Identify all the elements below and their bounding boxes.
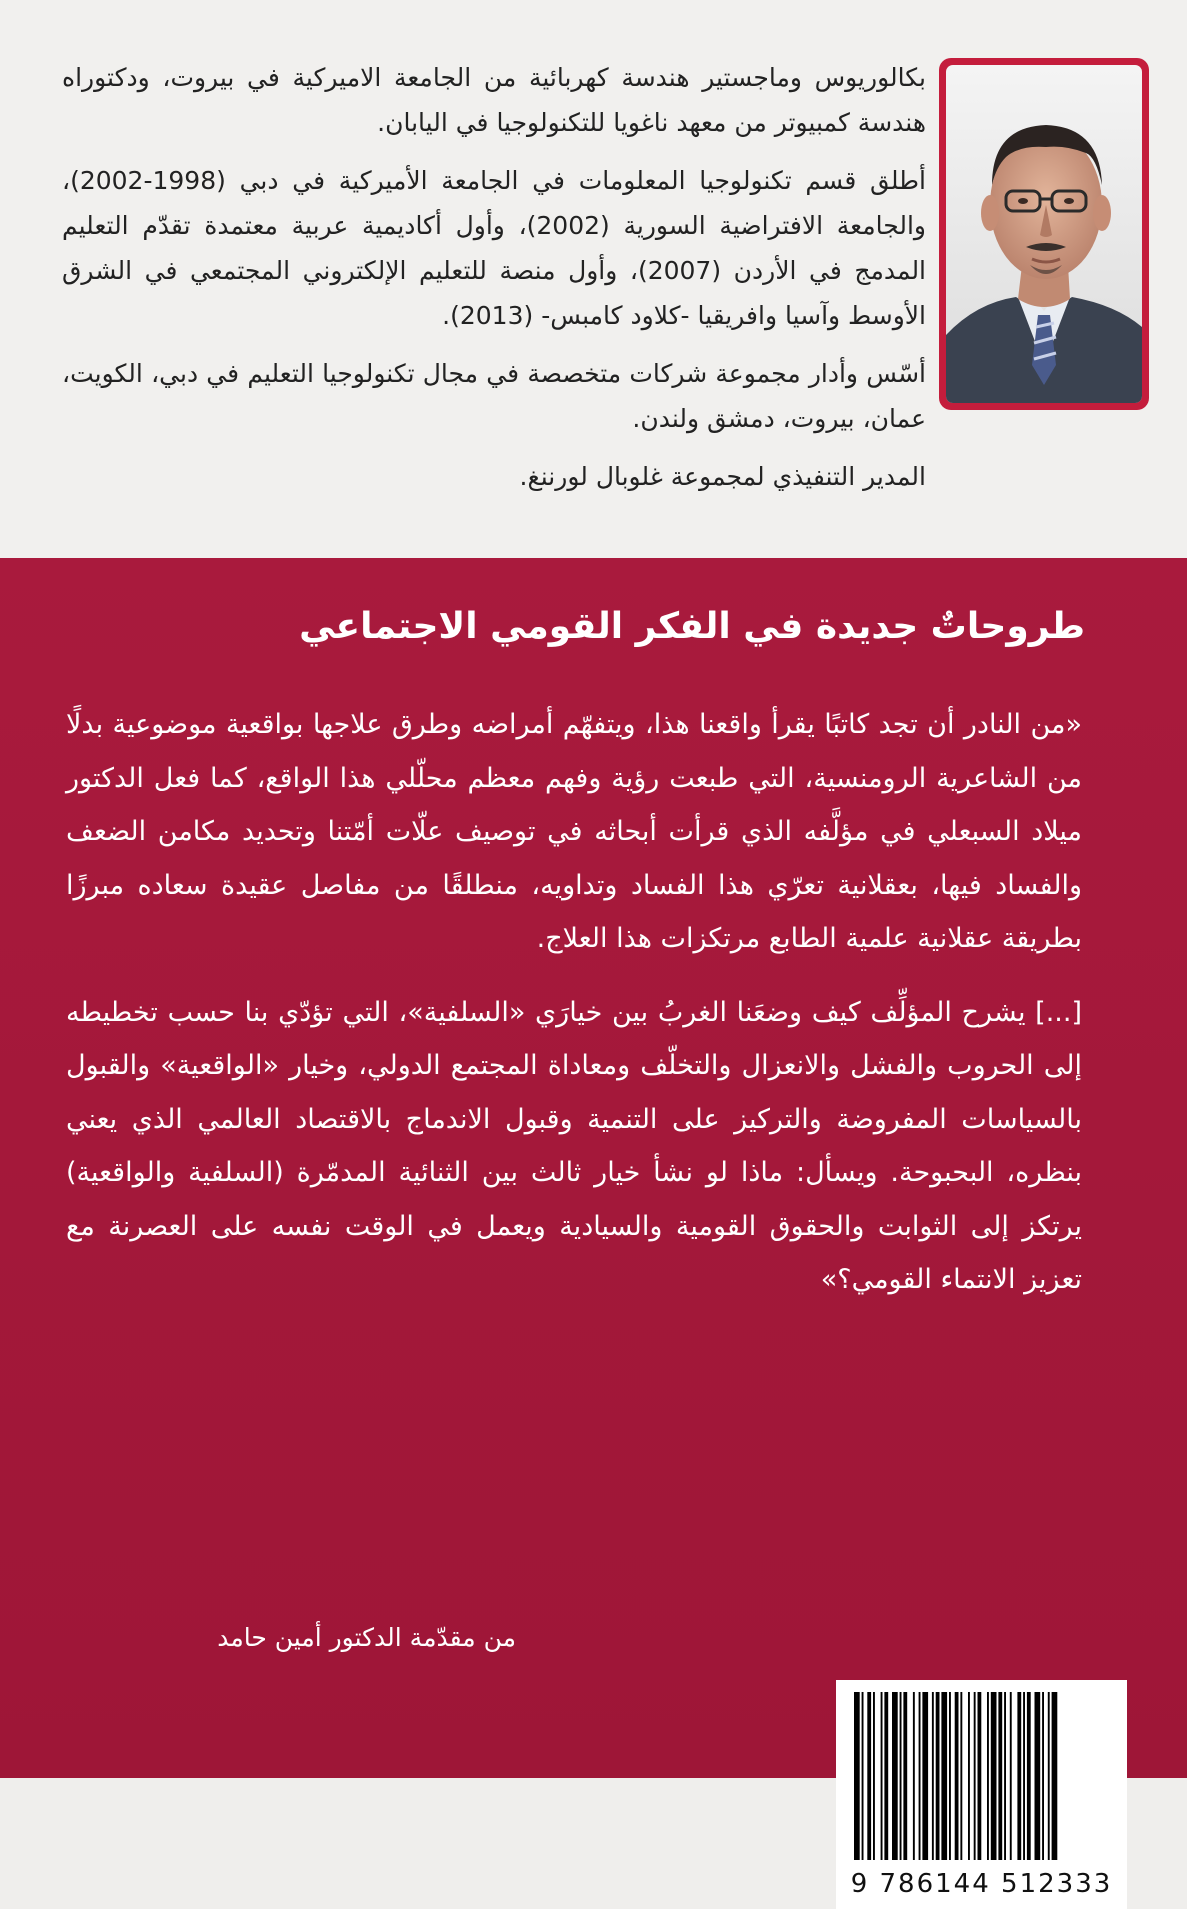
bio-paragraph: أطلق قسم تكنولوجيا المعلومات في الجامعة الأميركية في دبي (1998-2002)، والجامعة الافتراضية السورية (2002)، وأول أكاديمية عربية معتمدة تقدّم التعليم المدمج في الأردن (2007)، وأول منصة للتعليم الإلكتروني المجتمعي في الشرق الأوسط وآسيا وافريقيا -كلاود كامبس- (2013). xyxy=(62,166,927,330)
barcode-bar xyxy=(941,1692,947,1860)
barcode-bar xyxy=(1052,1692,1058,1860)
barcode-bar xyxy=(968,1692,970,1860)
bio-paragraph: المدير التنفيذي لمجموعة غلوبال لورننغ. xyxy=(519,462,926,491)
barcode-bar xyxy=(892,1692,898,1860)
barcode-bar xyxy=(873,1692,875,1860)
barcode-bar xyxy=(1010,1692,1012,1860)
barcode-bar xyxy=(903,1692,907,1860)
author-bio xyxy=(62,55,926,512)
isbn-number: 9 786144 512333 xyxy=(850,1869,1113,1899)
barcode-icon xyxy=(848,1692,1115,1860)
barcode-bar xyxy=(936,1692,940,1860)
barcode-bar xyxy=(991,1692,997,1860)
barcode-bar xyxy=(854,1692,860,1860)
author-portrait xyxy=(946,65,1142,403)
quote-paragraph: [...] يشرح المؤلِّف كيف وضعَنا الغربُ بين خيارَي «السلفية»، التي تؤدّي بنا حسب تخطيطه إلى الحروب والفشل والانعزال والتخلّف ومعاداة المجتمع الدولي، وخيار «الواقعية» والقبول بالسياسات المفروضة والتركيز على التنمية وقبول الاندماج بالاقتصاد العالمي الذي يعني بنظره، البحبوحة. ويسأل: ماذا لو نشأ خيار ثالث بين الثنائية المدمّرة (السلفية والواقعية) يرتكز إلى الثوابت والحقوق القومية والسيادية ويعمل في الوقت نفسه على العصرنة مع تعزيز الانتماء القومي؟» xyxy=(66,996,1082,1295)
barcode-bar xyxy=(998,1692,1002,1860)
barcode xyxy=(836,1680,1127,1909)
barcode-bar xyxy=(1035,1692,1041,1860)
barcode-bar xyxy=(884,1692,888,1860)
quote-block xyxy=(66,698,1082,1327)
barcode-bar xyxy=(867,1692,871,1860)
barcode-bar xyxy=(913,1692,915,1860)
section-title: طروحاتٌ جديدة في الفكر القومي الاجتماعي xyxy=(299,606,1085,647)
barcode-bar xyxy=(881,1692,883,1860)
barcode-bar xyxy=(932,1692,934,1860)
bio-paragraph: بكالوريوس وماجستير هندسة كهربائية من الجامعة الاميركية في بيروت، ودكتوراه هندسة كمبيوتر من معهد ناغويا للتكنولوجيا في اليابان. xyxy=(62,63,926,137)
barcode-bar xyxy=(960,1692,962,1860)
quote-attribution: من مقدّمة الدكتور أمين حامد xyxy=(217,1623,516,1652)
barcode-bar xyxy=(949,1692,951,1860)
barcode-bar xyxy=(922,1692,928,1860)
barcode-bar xyxy=(1017,1692,1021,1860)
barcode-bar xyxy=(974,1692,976,1860)
barcode-bar xyxy=(1027,1692,1031,1860)
barcode-bar xyxy=(900,1692,902,1860)
barcode-bar xyxy=(919,1692,921,1860)
barcode-bar xyxy=(978,1692,982,1860)
author-photo-frame xyxy=(939,58,1149,410)
barcode-bar xyxy=(987,1692,989,1860)
barcode-bar xyxy=(1023,1692,1025,1860)
barcode-bar xyxy=(862,1692,864,1860)
quote-paragraph: «من النادر أن تجد كاتبًا يقرأ واقعنا هذا، ويتفهّم أمراضه وطرق علاجها بواقعية موضوعية بدلًا من الشاعرية الرومنسية، التي طبعت رؤية وفهم معظم محلّلي هذا الواقع، كما فعل الدكتور ميلاد السبعلي في مؤلَّفه الذي قرأت أبحاثه في توصيف علّات أمّتنا وتحديد مكامن الضعف والفساد فيها، بعقلانية تعرّي هذا الفساد وتداويه، منطلقًا من مفاصل عقيدة سعاده مبرزًا بطريقة عقلانية علمية الطابع مرتكزات هذا العلاج. xyxy=(66,709,1082,954)
barcode-bar xyxy=(1042,1692,1044,1860)
barcode-bar xyxy=(955,1692,959,1860)
author-section xyxy=(0,0,1187,558)
bio-paragraph: أسّس وأدار مجموعة شركات متخصصة في مجال تكنولوجيا التعليم في دبي، الكويت، عمان، بيروت، دمشق ولندن. xyxy=(62,359,926,433)
barcode-bar xyxy=(1004,1692,1006,1860)
barcode-bar xyxy=(1048,1692,1050,1860)
description-panel xyxy=(0,558,1187,1899)
